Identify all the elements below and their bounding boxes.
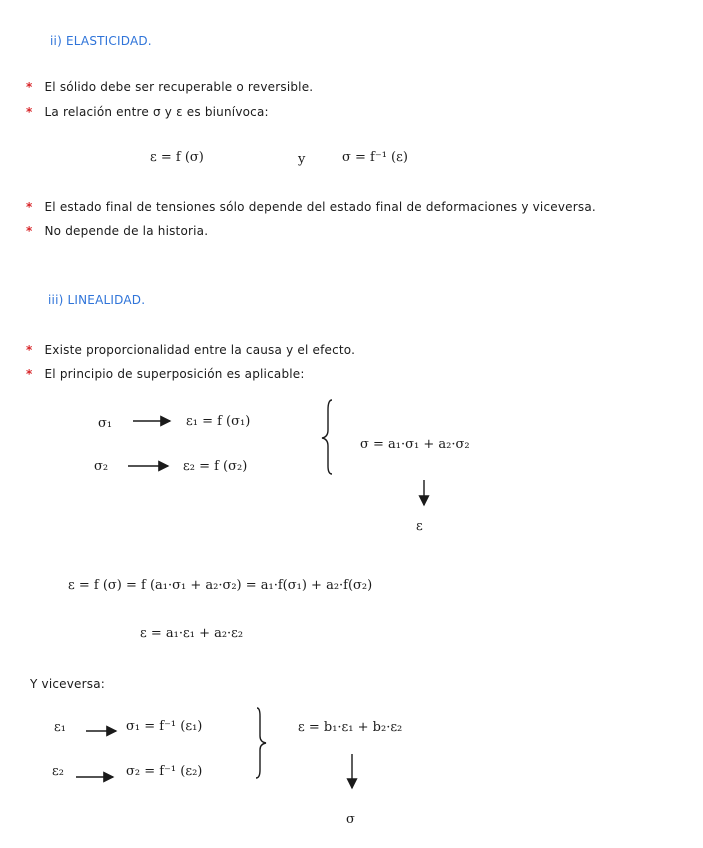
- bullet-asterisk-icon: *: [26, 200, 33, 214]
- bullet-text: El principio de superposición es aplicable:: [44, 367, 305, 381]
- bullet-text: El estado final de tensiones sólo depende del estado final de deformaciones y viceversa.: [44, 200, 596, 214]
- map2-rhs: ε₂ = f (σ₂): [183, 459, 248, 474]
- section-heading-elasticidad: ii) ELASTICIDAD.: [50, 34, 152, 48]
- bullet-text: No depende de la historia.: [44, 224, 209, 238]
- result-strain: ε: [416, 519, 423, 534]
- bullet-asterisk-icon: *: [26, 367, 33, 381]
- inv-superposition-equation: ε = b₁·ε₁ + b₂·ε₂: [298, 720, 403, 735]
- viceversa-label: Y viceversa:: [30, 677, 106, 691]
- map2-lhs: σ₂: [94, 459, 109, 474]
- bullet-asterisk-icon: *: [26, 80, 33, 94]
- equation-conjunction: y: [298, 152, 306, 167]
- bullet-asterisk-icon: *: [26, 224, 33, 238]
- bullet-text: La relación entre σ y ε es biunívoca:: [44, 105, 269, 119]
- bullet-asterisk-icon: *: [26, 105, 33, 119]
- inv2-rhs: σ₂ = f⁻¹ (ε₂): [126, 764, 203, 779]
- expansion-equation: ε = f (σ) = f (a₁·σ₁ + a₂·σ₂) = a₁·f(σ₁) + a₂·f(σ₂): [68, 578, 373, 593]
- bullet-text: El sólido debe ser recuperable o reversible.: [44, 80, 314, 94]
- inv1-rhs: σ₁ = f⁻¹ (ε₁): [126, 719, 203, 734]
- brace-icon: [256, 708, 266, 778]
- inv2-lhs: ε₂: [52, 764, 64, 779]
- section-heading-linealidad: iii) LINEALIDAD.: [48, 293, 146, 307]
- brace-icon: [322, 400, 332, 474]
- inv-result-stress: σ: [346, 812, 355, 827]
- final-equation: ε = a₁·ε₁ + a₂·ε₂: [140, 626, 244, 641]
- bullet-asterisk-icon: *: [26, 343, 33, 357]
- equation-stress: σ = f⁻¹ (ε): [342, 150, 408, 165]
- superposition-equation: σ = a₁·σ₁ + a₂·σ₂: [360, 437, 470, 452]
- bullet-text: Existe proporcionalidad entre la causa y el efecto.: [44, 343, 356, 357]
- equation-strain: ε = f (σ): [150, 150, 204, 165]
- map1-rhs: ε₁ = f (σ₁): [186, 414, 251, 429]
- inv1-lhs: ε₁: [54, 720, 66, 735]
- map1-lhs: σ₁: [98, 416, 113, 431]
